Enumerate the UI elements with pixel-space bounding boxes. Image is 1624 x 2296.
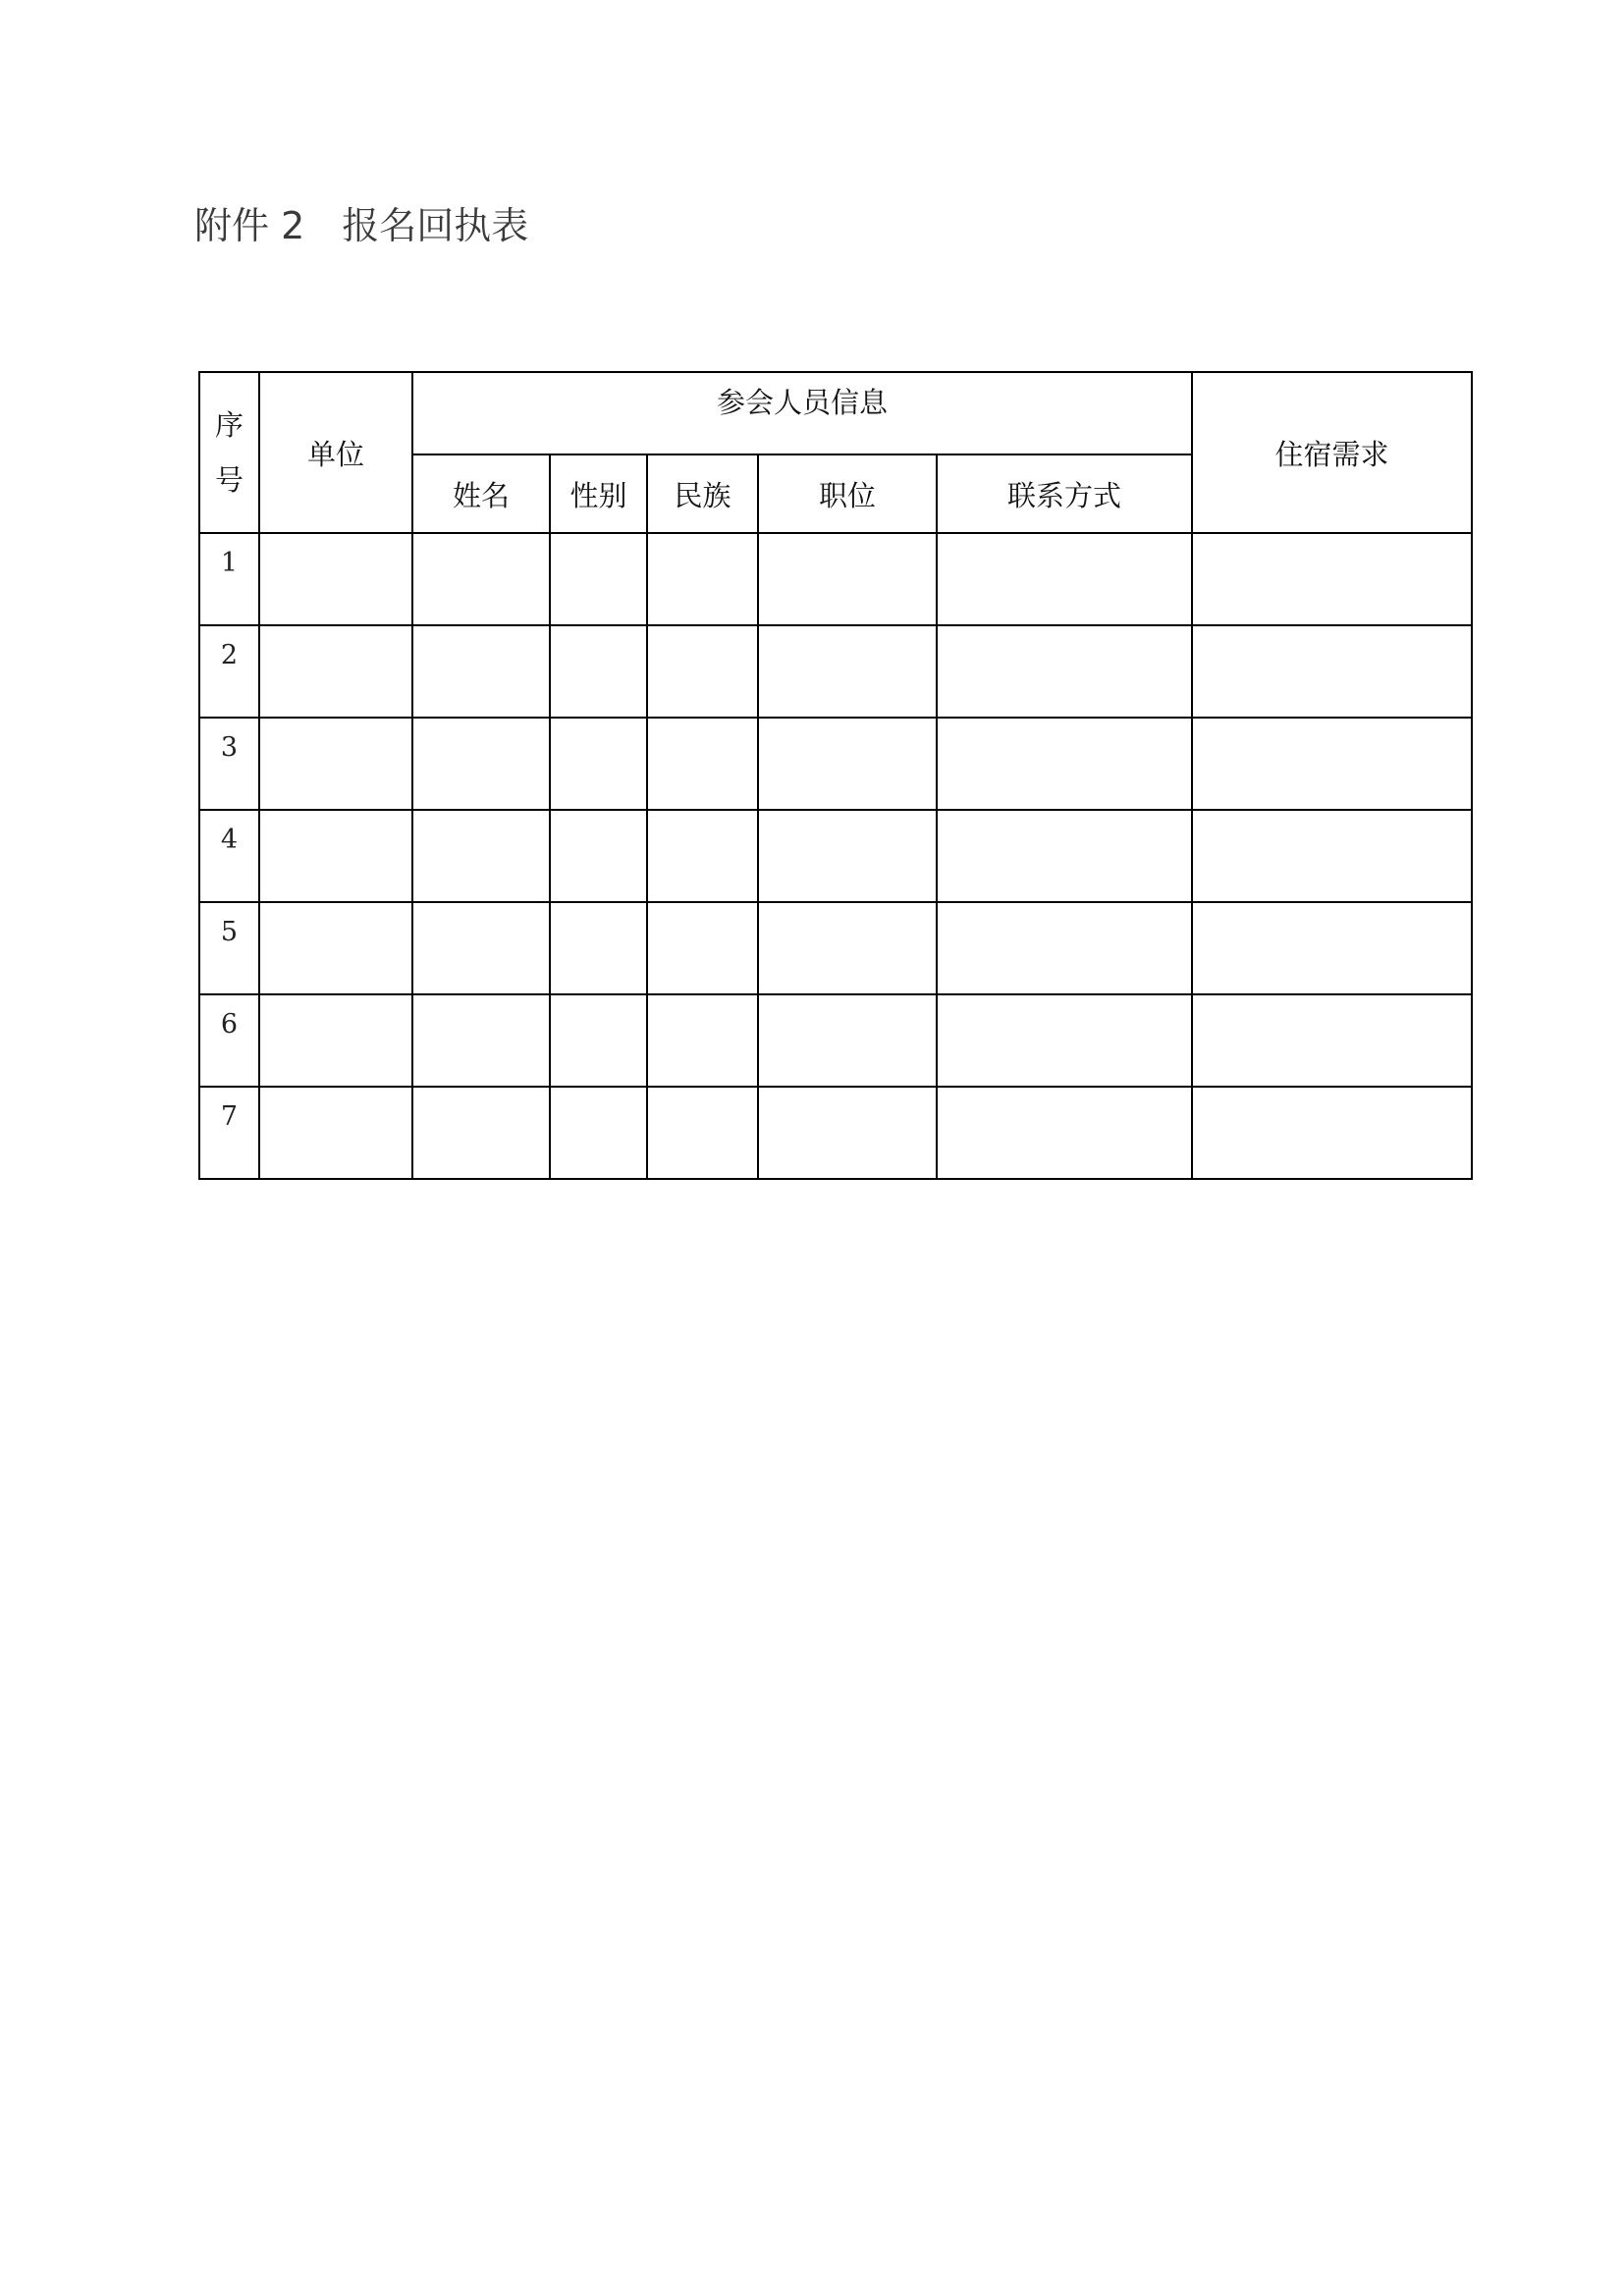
unit-cell[interactable]	[259, 902, 412, 994]
ethnicity-cell[interactable]	[647, 902, 758, 994]
header-unit: 单位	[259, 372, 412, 533]
header-seq-line2: 号	[214, 463, 244, 497]
position-cell[interactable]	[758, 1087, 937, 1179]
table-row	[199, 625, 1472, 718]
unit-cell[interactable]	[259, 810, 412, 902]
accommodation-cell[interactable]	[1192, 625, 1472, 718]
ethnicity-cell[interactable]	[647, 718, 758, 810]
name-cell[interactable]	[412, 533, 550, 625]
gender-cell[interactable]	[550, 994, 647, 1087]
ethnicity-cell[interactable]	[647, 625, 758, 718]
header-attendee-info	[412, 372, 1192, 454]
header-attendee-info-label: 参会人员信息	[716, 386, 888, 419]
gender-cell[interactable]	[550, 902, 647, 994]
seq-cell: 1	[199, 533, 259, 625]
name-cell[interactable]	[412, 1087, 550, 1179]
position-cell[interactable]	[758, 994, 937, 1087]
name-cell[interactable]	[412, 994, 550, 1087]
page-title: 附件 2 报名回执表	[194, 204, 529, 247]
accommodation-cell[interactable]	[1192, 810, 1472, 902]
header-ethnicity: 民族	[647, 454, 758, 533]
contact-cell[interactable]	[937, 994, 1192, 1087]
ethnicity-cell[interactable]	[647, 810, 758, 902]
position-cell[interactable]	[758, 533, 937, 625]
header-name: 姓名	[412, 454, 550, 533]
table-row	[199, 810, 1472, 902]
position-cell[interactable]	[758, 902, 937, 994]
table-row	[199, 902, 1472, 994]
position-cell[interactable]	[758, 625, 937, 718]
contact-cell[interactable]	[937, 810, 1192, 902]
table-row	[199, 994, 1472, 1087]
table-row	[199, 1087, 1472, 1179]
accommodation-cell[interactable]	[1192, 718, 1472, 810]
seq-cell: 2	[199, 625, 259, 718]
gender-cell[interactable]	[550, 625, 647, 718]
contact-cell[interactable]	[937, 625, 1192, 718]
seq-cell: 6	[199, 994, 259, 1087]
contact-cell[interactable]	[937, 1087, 1192, 1179]
contact-cell[interactable]	[937, 533, 1192, 625]
unit-cell[interactable]	[259, 625, 412, 718]
header-row	[199, 372, 1472, 454]
header-seq-line1: 序	[214, 408, 244, 442]
seq-cell: 3	[199, 718, 259, 810]
seq-cell: 7	[199, 1087, 259, 1179]
header-seq	[199, 372, 259, 533]
name-cell[interactable]	[412, 625, 550, 718]
position-cell[interactable]	[758, 810, 937, 902]
name-cell[interactable]	[412, 810, 550, 902]
header-gender: 性别	[550, 454, 647, 533]
ethnicity-cell[interactable]	[647, 1087, 758, 1179]
gender-cell[interactable]	[550, 718, 647, 810]
table-row	[199, 533, 1472, 625]
accommodation-cell[interactable]	[1192, 1087, 1472, 1179]
header-position: 职位	[758, 454, 937, 533]
header-contact: 联系方式	[937, 454, 1192, 533]
name-cell[interactable]	[412, 718, 550, 810]
unit-cell[interactable]	[259, 1087, 412, 1179]
table-row	[199, 718, 1472, 810]
seq-cell: 4	[199, 810, 259, 902]
header-accommodation: 住宿需求	[1192, 372, 1472, 533]
accommodation-cell[interactable]	[1192, 994, 1472, 1087]
registration-form-table	[198, 371, 1473, 1180]
gender-cell[interactable]	[550, 1087, 647, 1179]
unit-cell[interactable]	[259, 994, 412, 1087]
contact-cell[interactable]	[937, 902, 1192, 994]
gender-cell[interactable]	[550, 533, 647, 625]
name-cell[interactable]	[412, 902, 550, 994]
gender-cell[interactable]	[550, 810, 647, 902]
contact-cell[interactable]	[937, 718, 1192, 810]
ethnicity-cell[interactable]	[647, 533, 758, 625]
unit-cell[interactable]	[259, 533, 412, 625]
ethnicity-cell[interactable]	[647, 994, 758, 1087]
accommodation-cell[interactable]	[1192, 902, 1472, 994]
accommodation-cell[interactable]	[1192, 533, 1472, 625]
seq-cell: 5	[199, 902, 259, 994]
position-cell[interactable]	[758, 718, 937, 810]
unit-cell[interactable]	[259, 718, 412, 810]
